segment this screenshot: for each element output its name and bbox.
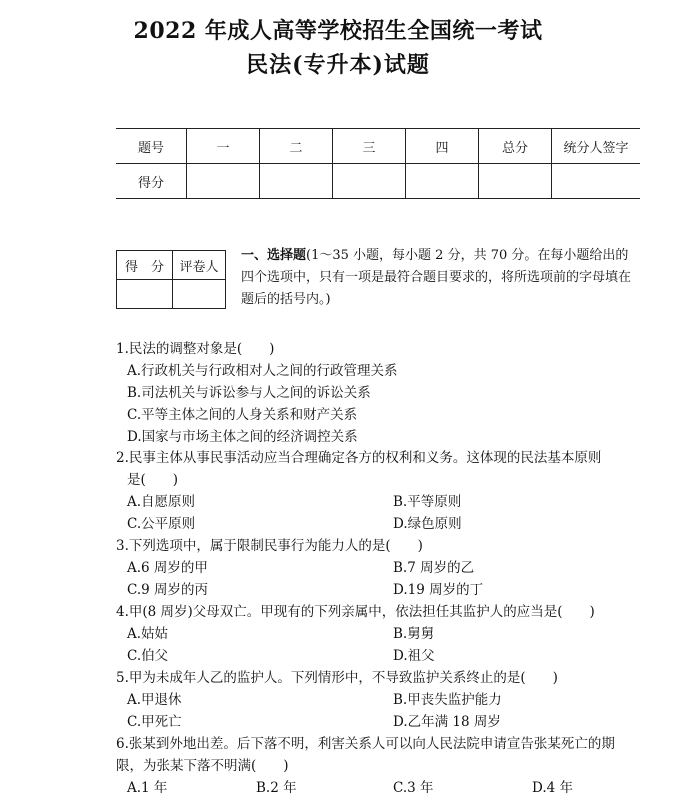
section-instructions	[241, 245, 641, 311]
score-table-cell: 二	[260, 129, 333, 164]
score-input-cell[interactable]	[333, 164, 406, 199]
option-text[interactable]: B.司法机关与诉讼参与人之间的诉讼关系	[127, 385, 371, 401]
exam-title: 2022 年成人高等学校招生全国统一考试	[133, 18, 543, 44]
option-text[interactable]: B.2 年	[256, 780, 297, 796]
section-instruction-text: (1～35 小题，每小题 2 分，共 70 分。在每小题给出的四个选项中，只有一项是最符合题目要求的，将所选项前的字母填在题后的括号内。)	[241, 248, 632, 307]
exam-subtitle: 民法(专升本)试题	[246, 52, 430, 78]
question-stem-continued: 是( )	[127, 472, 179, 488]
grader-name-cell[interactable]	[173, 280, 226, 309]
question-stem: 3.下列选项中，属于限制民事行为能力人的是( )	[116, 538, 423, 554]
option-text[interactable]: D.国家与市场主体之间的经济调控关系	[127, 429, 358, 445]
score-table	[116, 128, 640, 199]
option-text[interactable]: C.3 年	[393, 780, 434, 796]
question-stem: 6.张某到外地出差。后下落不明，利害关系人可以向人民法院申请宣告张某死亡的期	[116, 736, 615, 752]
score-table-cell: 四	[406, 129, 479, 164]
option-text[interactable]: A.甲退休	[127, 692, 182, 708]
option-text[interactable]: C.平等主体之间的人身关系和财产关系	[127, 407, 358, 423]
option-text[interactable]: A.姑姑	[127, 626, 169, 642]
score-table-score-row	[116, 164, 640, 199]
option-text[interactable]: B.甲丧失监护能力	[393, 692, 502, 708]
score-table-cell: 统分人签字	[552, 129, 641, 164]
option-text[interactable]: B.舅舅	[393, 626, 435, 642]
question-stem: 4.甲(8 周岁)父母双亡。甲现有的下列亲属中，依法担任其监护人的应当是( )	[116, 604, 595, 620]
option-text[interactable]: A.6 周岁的甲	[127, 560, 208, 576]
option-text[interactable]: D.19 周岁的丁	[393, 582, 484, 598]
option-text[interactable]: B.7 周岁的乙	[393, 560, 475, 576]
score-table-cell: 得分	[116, 164, 187, 199]
option-text[interactable]: C.公平原则	[127, 516, 196, 532]
score-table-cell: 三	[333, 129, 406, 164]
score-input-cell[interactable]	[260, 164, 333, 199]
option-text[interactable]: D.乙年满 18 周岁	[393, 714, 501, 730]
grader-name-label: 评卷人	[173, 251, 226, 280]
question-stem: 1.民法的调整对象是( )	[116, 341, 275, 357]
score-input-cell[interactable]	[479, 164, 552, 199]
question-stem: 2.民事主体从事民事活动应当合理确定各方的权利和义务。这体现的民法基本原则	[116, 450, 602, 466]
option-text[interactable]: D.4 年	[532, 780, 574, 796]
section-heading: 一、选择题	[241, 248, 307, 263]
score-input-cell[interactable]	[406, 164, 479, 199]
option-text[interactable]: D.祖父	[393, 648, 435, 664]
option-text[interactable]: A.1 年	[127, 780, 168, 796]
option-text[interactable]: C.9 周岁的丙	[127, 582, 209, 598]
score-table-header-row	[116, 129, 640, 164]
question-stem: 5.甲为未成年人乙的监护人。下列情形中，不导致监护关系终止的是( )	[116, 670, 558, 686]
grader-score-label: 得 分	[117, 251, 173, 280]
option-text[interactable]: D.绿色原则	[393, 516, 462, 532]
grader-table	[116, 250, 226, 309]
option-text[interactable]: C.甲死亡	[127, 714, 182, 730]
grader-score-cell[interactable]	[117, 280, 173, 309]
question-stem-continued: 限，为张某下落不明满( )	[116, 758, 289, 774]
score-table-cell: 题号	[116, 129, 187, 164]
score-input-cell[interactable]	[552, 164, 641, 199]
score-table-cell: 总分	[479, 129, 552, 164]
score-table-cell: 一	[187, 129, 260, 164]
option-text[interactable]: A.自愿原则	[127, 494, 196, 510]
score-input-cell[interactable]	[187, 164, 260, 199]
option-text[interactable]: C.伯父	[127, 648, 169, 664]
option-text[interactable]: B.平等原则	[393, 494, 462, 510]
option-text[interactable]: A.行政机关与行政相对人之间的行政管理关系	[127, 363, 398, 379]
